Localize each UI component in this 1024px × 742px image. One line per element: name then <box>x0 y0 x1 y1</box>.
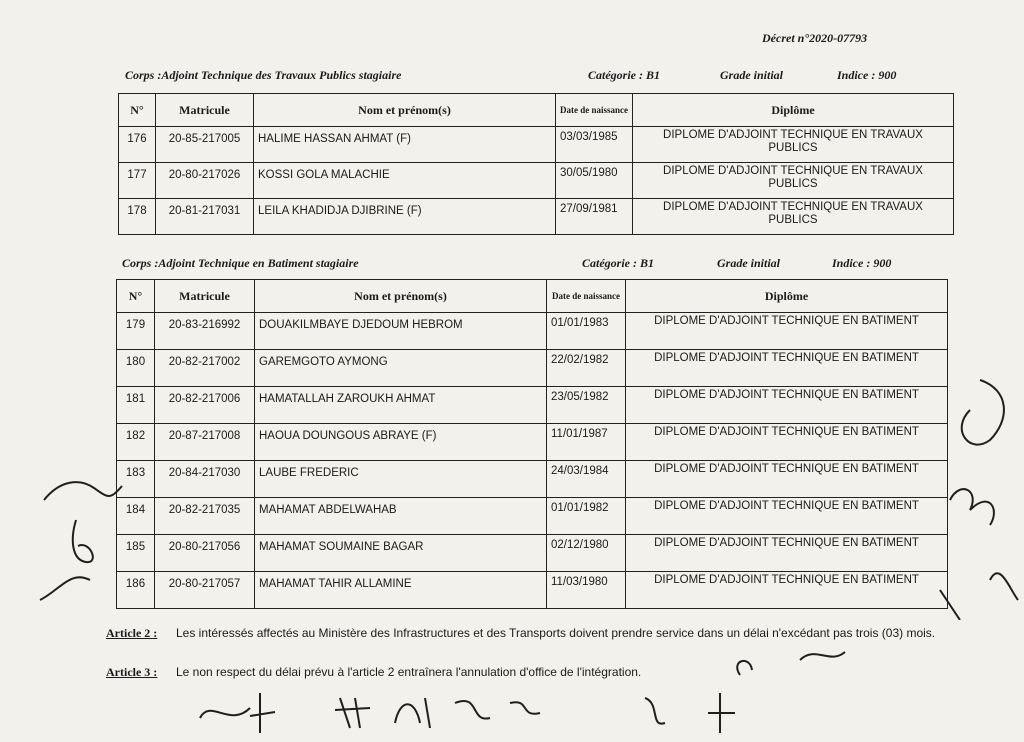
matricule-cell: 20-83-216992 <box>155 313 255 350</box>
grade-label: Grade initial <box>720 68 784 82</box>
corps-label: Corps :Adjoint Technique en Batiment stagiaire <box>122 256 359 270</box>
row-number: 183 <box>117 461 155 498</box>
birthdate-cell: 24/03/1984 <box>547 461 626 498</box>
table-row <box>117 498 948 535</box>
diploma-cell: DIPLOME D'ADJOINT TECHNIQUE EN TRAVAUX PUBLICS <box>633 199 954 235</box>
name-cell: HALIME HASSAN AHMAT (F) <box>254 127 556 163</box>
name-cell: GAREMGOTO AYMONG <box>255 350 547 387</box>
row-number: 181 <box>117 387 155 424</box>
indice-label: Indice : 900 <box>837 68 897 82</box>
categorie-label: Catégorie : B1 <box>582 256 654 270</box>
indice-label: Indice : 900 <box>832 256 892 270</box>
column-header-birthdate: Date de naissance <box>556 94 633 127</box>
table-row <box>119 163 954 199</box>
matricule-cell: 20-84-217030 <box>155 461 255 498</box>
name-cell: LAUBE FREDERIC <box>255 461 547 498</box>
birthdate-cell: 11/01/1987 <box>547 424 626 461</box>
table-row <box>117 350 948 387</box>
diploma-cell: DIPLOME D'ADJOINT TECHNIQUE EN BATIMENT <box>626 535 948 572</box>
matricule-cell: 20-87-217008 <box>155 424 255 461</box>
row-number: 182 <box>117 424 155 461</box>
column-header-number: N° <box>119 94 156 127</box>
table-row <box>119 127 954 163</box>
row-number: 186 <box>117 572 155 609</box>
birthdate-cell: 27/09/1981 <box>556 199 633 235</box>
table-row <box>117 387 948 424</box>
matricule-cell: 20-85-217005 <box>156 127 254 163</box>
article-3-text: Le non respect du délai prévu à l'article 2 entraînera l'annulation d'office de l'intégration. <box>176 665 642 679</box>
birthdate-cell: 11/03/1980 <box>547 572 626 609</box>
table-header-row <box>117 280 948 313</box>
matricule-cell: 20-81-217031 <box>156 199 254 235</box>
table-header-row <box>119 94 954 127</box>
diploma-cell: DIPLOME D'ADJOINT TECHNIQUE EN TRAVAUX PUBLICS <box>633 127 954 163</box>
name-cell: MAHAMAT SOUMAINE BAGAR <box>255 535 547 572</box>
row-number: 180 <box>117 350 155 387</box>
diploma-cell: DIPLOME D'ADJOINT TECHNIQUE EN TRAVAUX PUBLICS <box>633 163 954 199</box>
row-number: 178 <box>119 199 156 235</box>
matricule-cell: 20-82-217035 <box>155 498 255 535</box>
column-header-matricule: Matricule <box>155 280 255 313</box>
name-cell: HAOUA DOUNGOUS ABRAYE (F) <box>255 424 547 461</box>
birthdate-cell: 22/02/1982 <box>547 350 626 387</box>
name-cell: KOSSI GOLA MALACHIE <box>254 163 556 199</box>
birthdate-cell: 01/01/1982 <box>547 498 626 535</box>
row-number: 185 <box>117 535 155 572</box>
table-row <box>117 424 948 461</box>
row-number: 177 <box>119 163 156 199</box>
birthdate-cell: 02/12/1980 <box>547 535 626 572</box>
row-number: 184 <box>117 498 155 535</box>
column-header-matricule: Matricule <box>156 94 254 127</box>
row-number: 176 <box>119 127 156 163</box>
name-cell: HAMATALLAH ZAROUKH AHMAT <box>255 387 547 424</box>
section-1-header <box>125 68 925 84</box>
diploma-cell: DIPLOME D'ADJOINT TECHNIQUE EN BATIMENT <box>626 498 948 535</box>
table-row <box>117 313 948 350</box>
diploma-cell: DIPLOME D'ADJOINT TECHNIQUE EN BATIMENT <box>626 313 948 350</box>
diploma-cell: DIPLOME D'ADJOINT TECHNIQUE EN BATIMENT <box>626 572 948 609</box>
handwritten-initials-left <box>30 470 130 610</box>
diploma-cell: DIPLOME D'ADJOINT TECHNIQUE EN BATIMENT <box>626 350 948 387</box>
grade-label: Grade initial <box>717 256 781 270</box>
name-cell: MAHAMAT ABDELWAHAB <box>255 498 547 535</box>
table-row <box>117 535 948 572</box>
categorie-label: Catégorie : B1 <box>588 68 660 82</box>
column-header-name: Nom et prénom(s) <box>254 94 556 127</box>
birthdate-cell: 01/01/1983 <box>547 313 626 350</box>
article-2-text: Les intéressés affectés au Ministère des Infrastructures et des Transports doivent prendre service dans un délai n'excédant pas trois (03) mois. <box>176 626 936 640</box>
diploma-cell: DIPLOME D'ADJOINT TECHNIQUE EN BATIMENT <box>626 424 948 461</box>
birthdate-cell: 30/05/1980 <box>556 163 633 199</box>
article-2-label: Article 2 : <box>106 626 158 640</box>
matricule-cell: 20-80-217057 <box>155 572 255 609</box>
matricule-cell: 20-82-217006 <box>155 387 255 424</box>
column-header-diploma: Diplôme <box>633 94 954 127</box>
birthdate-cell: 03/03/1985 <box>556 127 633 163</box>
name-cell: DOUAKILMBAYE DJEDOUM HEBROM <box>255 313 547 350</box>
table-row <box>117 461 948 498</box>
matricule-cell: 20-80-217026 <box>156 163 254 199</box>
birthdate-cell: 23/05/1982 <box>547 387 626 424</box>
column-header-birthdate: Date de naissance <box>547 280 626 313</box>
matricule-cell: 20-82-217002 <box>155 350 255 387</box>
name-cell: LEILA KHADIDJA DJIBRINE (F) <box>254 199 556 235</box>
article-3-label: Article 3 : <box>106 665 158 679</box>
row-number: 179 <box>117 313 155 350</box>
section-2-header <box>122 256 922 272</box>
diploma-cell: DIPLOME D'ADJOINT TECHNIQUE EN BATIMENT <box>626 387 948 424</box>
handwritten-initials-right <box>930 360 1020 620</box>
corps-label: Corps :Adjoint Technique des Travaux Publics stagiaire <box>125 68 402 82</box>
handwritten-initials-mid <box>730 640 850 690</box>
matricule-cell: 20-80-217056 <box>155 535 255 572</box>
name-cell: MAHAMAT TAHIR ALLAMINE <box>255 572 547 609</box>
column-header-name: Nom et prénom(s) <box>255 280 547 313</box>
column-header-diploma: Diplôme <box>626 280 948 313</box>
agents-table-batiment <box>116 279 948 609</box>
handwritten-initials-bottom <box>190 688 750 738</box>
table-row <box>117 572 948 609</box>
table-row <box>119 199 954 235</box>
column-header-number: N° <box>117 280 155 313</box>
diploma-cell: DIPLOME D'ADJOINT TECHNIQUE EN BATIMENT <box>626 461 948 498</box>
agents-table-travaux-publics <box>118 93 954 235</box>
decree-number: Décret n°2020-07793 <box>762 31 868 45</box>
